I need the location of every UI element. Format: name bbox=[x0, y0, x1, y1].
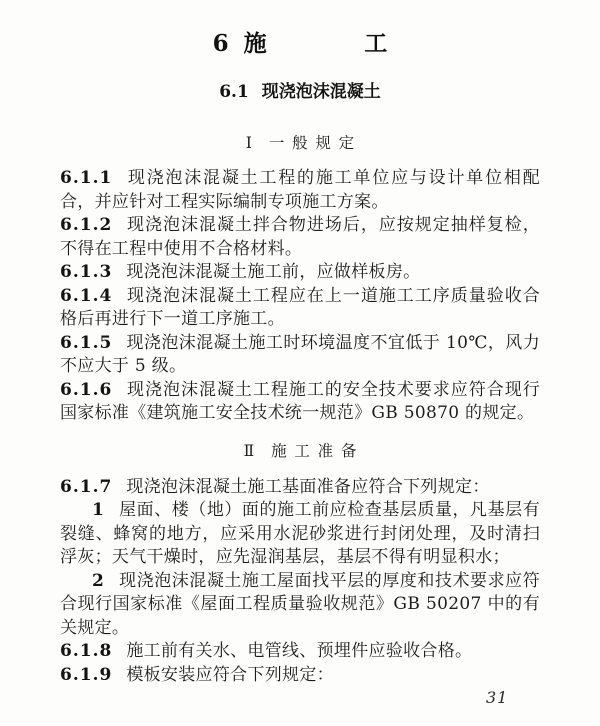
subitem-text: 屋面、楼（地）面的施工前应检查基层质量，凡基层有裂缝、蜂窝的地方，应采用水泥砂浆进行封闭处理，及时清扫浮灰；天气干燥时，应先湿润基层，基层不得有明显积水； bbox=[60, 500, 540, 567]
part-numeral: Ⅰ bbox=[245, 134, 252, 152]
chapter-title bbox=[60, 28, 540, 60]
chapter-title-text: 施 工 bbox=[243, 30, 405, 57]
clause-text: 现浇泡沫混凝土施工时环境温度不宜低于 10℃，风力不应大于 5 级。 bbox=[60, 332, 540, 376]
clause-number: 6.1.2 bbox=[60, 215, 113, 235]
clause-text: 现浇泡沫混凝土工程施工的安全技术要求应符合现行国家标准《建筑施工安全技术统一规范》GB 50870 的规定。 bbox=[60, 379, 540, 423]
clause-number: 6.1.5 bbox=[60, 332, 113, 353]
clause-text: 现浇泡沫混凝土施工前，应做样板房。 bbox=[126, 262, 421, 282]
clause-6-1-4 bbox=[60, 285, 540, 332]
clause-number: 6.1.8 bbox=[60, 641, 113, 661]
part-numeral: Ⅱ bbox=[243, 441, 255, 460]
clause-number: 6.1.7 bbox=[60, 476, 113, 497]
page-number: 31 bbox=[486, 688, 509, 707]
subitem-number: 1 bbox=[92, 500, 105, 520]
subitem-1 bbox=[60, 499, 540, 570]
clause-6-1-2 bbox=[60, 214, 540, 261]
clause-text: 现浇泡沫混凝土工程应在上一道施工工序质量验收合格后再进行下一道工序施工。 bbox=[60, 285, 540, 329]
part-title-text: 施工准备 bbox=[271, 441, 365, 460]
part-heading-construction-preparation bbox=[60, 440, 540, 462]
subitem-2 bbox=[60, 570, 540, 641]
clause-text: 施工前有关水、电管线、预埋件应验收合格。 bbox=[126, 641, 473, 661]
clause-6-1-3 bbox=[60, 261, 540, 285]
clause-6-1-7 bbox=[60, 476, 540, 500]
subitem-text: 现浇泡沫混凝土施工屋面找平层的厚度和技术要求应符合现行国家标准《屋面工程质量验收规范》GB 50207 中的有关规定。 bbox=[60, 570, 540, 638]
section-title-text: 现浇泡沫混凝土 bbox=[261, 82, 381, 102]
clause-6-1-6 bbox=[60, 379, 540, 426]
subitem-number: 2 bbox=[92, 570, 105, 591]
clause-text: 现浇泡沫混凝土拌合物进场后，应按规定抽样复检，不得在工程中使用不合格材料。 bbox=[60, 215, 540, 259]
clause-number: 6.1.9 bbox=[60, 664, 113, 685]
clause-number: 6.1.1 bbox=[60, 168, 113, 188]
chapter-number: 6 bbox=[212, 30, 229, 57]
body-text bbox=[60, 167, 540, 687]
clause-text: 现浇泡沫混凝土工程的施工单位应与设计单位相配合，并应针对工程实际编制专项施工方案。 bbox=[60, 168, 540, 212]
clause-6-1-1 bbox=[60, 167, 540, 214]
clause-number: 6.1.4 bbox=[60, 285, 113, 306]
section-title bbox=[60, 81, 540, 103]
clause-number: 6.1.6 bbox=[60, 379, 113, 400]
clause-text: 模板安装应符合下列规定： bbox=[126, 664, 334, 685]
clause-6-1-9 bbox=[60, 664, 540, 688]
section-number: 6.1 bbox=[219, 82, 249, 102]
part-heading-general-provisions bbox=[60, 132, 540, 154]
clause-6-1-8 bbox=[60, 640, 540, 664]
clause-text: 现浇泡沫混凝土施工基面准备应符合下列规定： bbox=[126, 476, 490, 497]
clause-number: 6.1.3 bbox=[60, 262, 113, 282]
part-title-text: 一般规定 bbox=[268, 134, 362, 152]
clause-6-1-5 bbox=[60, 332, 540, 379]
